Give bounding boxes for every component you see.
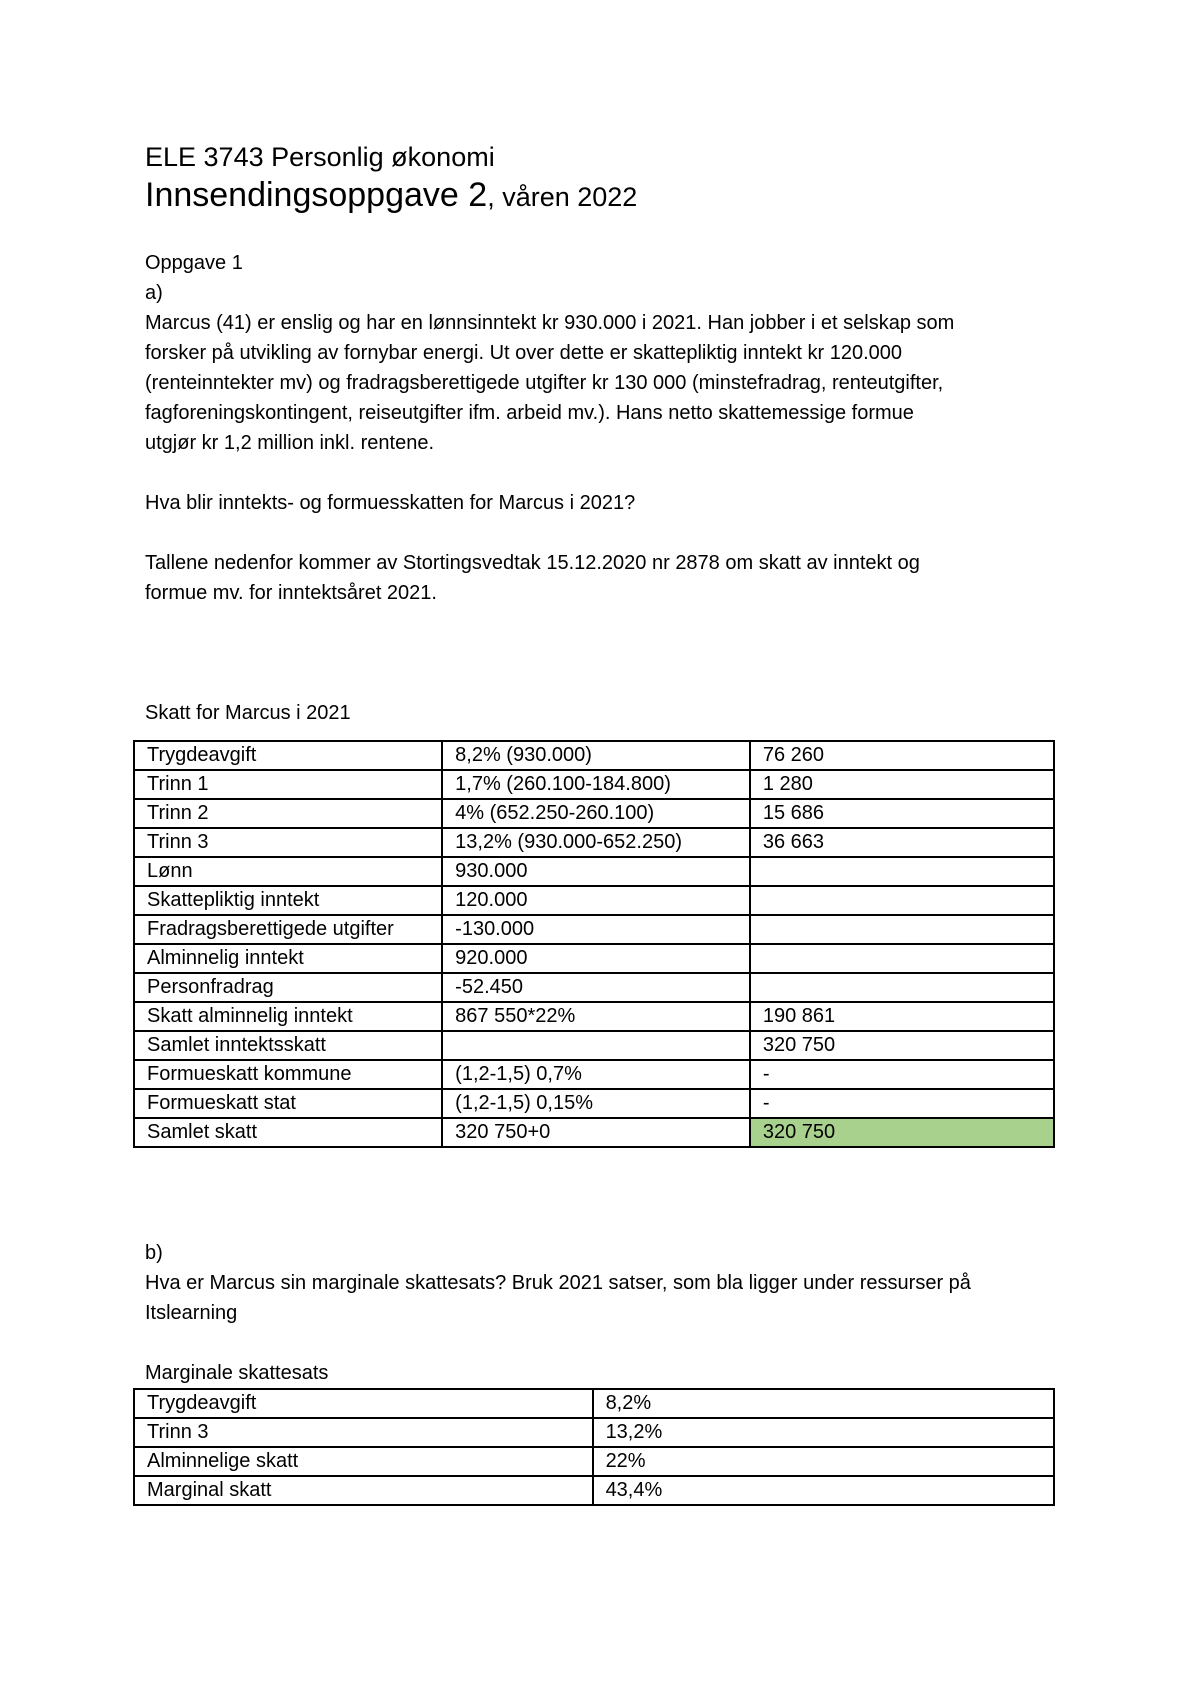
row-label-cell: Marginal skatt bbox=[134, 1476, 593, 1505]
amount-cell: 320 750 bbox=[750, 1118, 1054, 1147]
tax-table-row bbox=[134, 915, 1054, 944]
rate-cell: 22% bbox=[593, 1447, 1054, 1476]
marginal-table-title: Marginale skattesats bbox=[145, 1362, 329, 1384]
tax-table-row bbox=[134, 1031, 1054, 1060]
row-label-cell: Formueskatt kommune bbox=[134, 1060, 442, 1089]
row-label-cell: Personfradrag bbox=[134, 973, 442, 1002]
paragraph-line: fagforeningskontingent, reiseutgifter ifm. arbeid mv.). Hans netto skattemessige formue bbox=[145, 402, 914, 424]
amount-cell: 15 686 bbox=[750, 799, 1054, 828]
course-title: ELE 3743 Personlig økonomi bbox=[145, 142, 495, 172]
tax-table-row bbox=[134, 1002, 1054, 1031]
row-label-cell: Formueskatt stat bbox=[134, 1089, 442, 1118]
document-page bbox=[145, 140, 1055, 1506]
row-label-cell: Trinn 2 bbox=[134, 799, 442, 828]
task1-paragraph bbox=[145, 308, 1055, 458]
marginal-table-row bbox=[134, 1389, 1054, 1418]
tax-table-row bbox=[134, 1118, 1054, 1147]
source-note bbox=[145, 548, 1055, 608]
marginal-table-row bbox=[134, 1418, 1054, 1447]
paragraph-line: (renteinntekter mv) og fradragsberettigede utgifter kr 130 000 (minstefradrag, renteutgifter, bbox=[145, 372, 944, 394]
calculation-cell: 1,7% (260.100-184.800) bbox=[442, 770, 750, 799]
amount-cell: - bbox=[750, 1089, 1054, 1118]
row-label-cell: Lønn bbox=[134, 857, 442, 886]
tax-table-title: Skatt for Marcus i 2021 bbox=[145, 702, 351, 724]
amount-cell bbox=[750, 915, 1054, 944]
amount-cell: 36 663 bbox=[750, 828, 1054, 857]
paragraph-line: utgjør kr 1,2 million inkl. rentene. bbox=[145, 432, 435, 454]
source-line: formue mv. for inntektsåret 2021. bbox=[145, 582, 437, 604]
question-line: Hva er Marcus sin marginale skattesats? Bruk 2021 satser, som bla ligger under ressurser på bbox=[145, 1272, 971, 1294]
amount-cell bbox=[750, 944, 1054, 973]
assignment-name: Innsendingsoppgave 2 bbox=[145, 176, 488, 214]
part-b-label: b) bbox=[145, 1242, 163, 1264]
paragraph-line: forsker på utvikling av fornybar energi. Ut over dette er skattepliktig inntekt kr 120.000 bbox=[145, 342, 903, 364]
row-label-cell: Trygdeavgift bbox=[134, 1389, 593, 1418]
marginal-tax-table bbox=[133, 1388, 1055, 1506]
tax-table-row bbox=[134, 741, 1054, 770]
rate-cell: 43,4% bbox=[593, 1476, 1054, 1505]
tax-table-row bbox=[134, 770, 1054, 799]
calculation-cell: (1,2-1,5) 0,7% bbox=[442, 1060, 750, 1089]
calculation-cell: -52.450 bbox=[442, 973, 750, 1002]
task1b-question bbox=[145, 1268, 1055, 1328]
calculation-cell: 4% (652.250-260.100) bbox=[442, 799, 750, 828]
calculation-cell: (1,2-1,5) 0,15% bbox=[442, 1089, 750, 1118]
calculation-cell: 13,2% (930.000-652.250) bbox=[442, 828, 750, 857]
rate-cell: 8,2% bbox=[593, 1389, 1054, 1418]
calculation-cell: 8,2% (930.000) bbox=[442, 741, 750, 770]
row-label-cell: Fradragsberettigede utgifter bbox=[134, 915, 442, 944]
tax-table-row bbox=[134, 1089, 1054, 1118]
tax-table bbox=[133, 740, 1055, 1148]
amount-cell: 320 750 bbox=[750, 1031, 1054, 1060]
calculation-cell: 120.000 bbox=[442, 886, 750, 915]
amount-cell: 190 861 bbox=[750, 1002, 1054, 1031]
part-a-label: a) bbox=[145, 282, 163, 304]
amount-cell bbox=[750, 973, 1054, 1002]
tax-table-row bbox=[134, 944, 1054, 973]
amount-cell: 76 260 bbox=[750, 741, 1054, 770]
row-label-cell: Alminnelige skatt bbox=[134, 1447, 593, 1476]
row-label-cell: Trinn 3 bbox=[134, 1418, 593, 1447]
row-label-cell: Samlet skatt bbox=[134, 1118, 442, 1147]
row-label-cell: Trinn 3 bbox=[134, 828, 442, 857]
task1-title: Oppgave 1 bbox=[145, 252, 243, 274]
calculation-cell: -130.000 bbox=[442, 915, 750, 944]
tax-table-row bbox=[134, 1060, 1054, 1089]
question-line: Itslearning bbox=[145, 1302, 238, 1324]
calculation-cell: 867 550*22% bbox=[442, 1002, 750, 1031]
task1-section bbox=[145, 248, 1055, 740]
amount-cell: 1 280 bbox=[750, 770, 1054, 799]
calculation-cell: 920.000 bbox=[442, 944, 750, 973]
marginal-table-row bbox=[134, 1447, 1054, 1476]
calculation-cell: 320 750+0 bbox=[442, 1118, 750, 1147]
paragraph-line: Marcus (41) er enslig og har en lønnsinntekt kr 930.000 i 2021. Han jobber i et selskap som bbox=[145, 312, 955, 334]
row-label-cell: Skattepliktig inntekt bbox=[134, 886, 442, 915]
assignment-title bbox=[145, 174, 1055, 218]
task1b-section bbox=[145, 1148, 1055, 1388]
tax-table-row bbox=[134, 857, 1054, 886]
tax-table-row bbox=[134, 799, 1054, 828]
marginal-table-row bbox=[134, 1476, 1054, 1505]
assignment-term: , våren 2022 bbox=[487, 182, 638, 212]
tax-table-row bbox=[134, 973, 1054, 1002]
calculation-cell: 930.000 bbox=[442, 857, 750, 886]
tax-table-row bbox=[134, 828, 1054, 857]
row-label-cell: Samlet inntektsskatt bbox=[134, 1031, 442, 1060]
task1-question: Hva blir inntekts- og formuesskatten for Marcus i 2021? bbox=[145, 492, 636, 514]
row-label-cell: Alminnelig inntekt bbox=[134, 944, 442, 973]
rate-cell: 13,2% bbox=[593, 1418, 1054, 1447]
row-label-cell: Skatt alminnelig inntekt bbox=[134, 1002, 442, 1031]
row-label-cell: Trygdeavgift bbox=[134, 741, 442, 770]
source-line: Tallene nedenfor kommer av Stortingsvedtak 15.12.2020 nr 2878 om skatt av inntekt og bbox=[145, 552, 920, 574]
amount-cell: - bbox=[750, 1060, 1054, 1089]
amount-cell bbox=[750, 886, 1054, 915]
tax-table-row bbox=[134, 886, 1054, 915]
amount-cell bbox=[750, 857, 1054, 886]
calculation-cell bbox=[442, 1031, 750, 1060]
row-label-cell: Trinn 1 bbox=[134, 770, 442, 799]
